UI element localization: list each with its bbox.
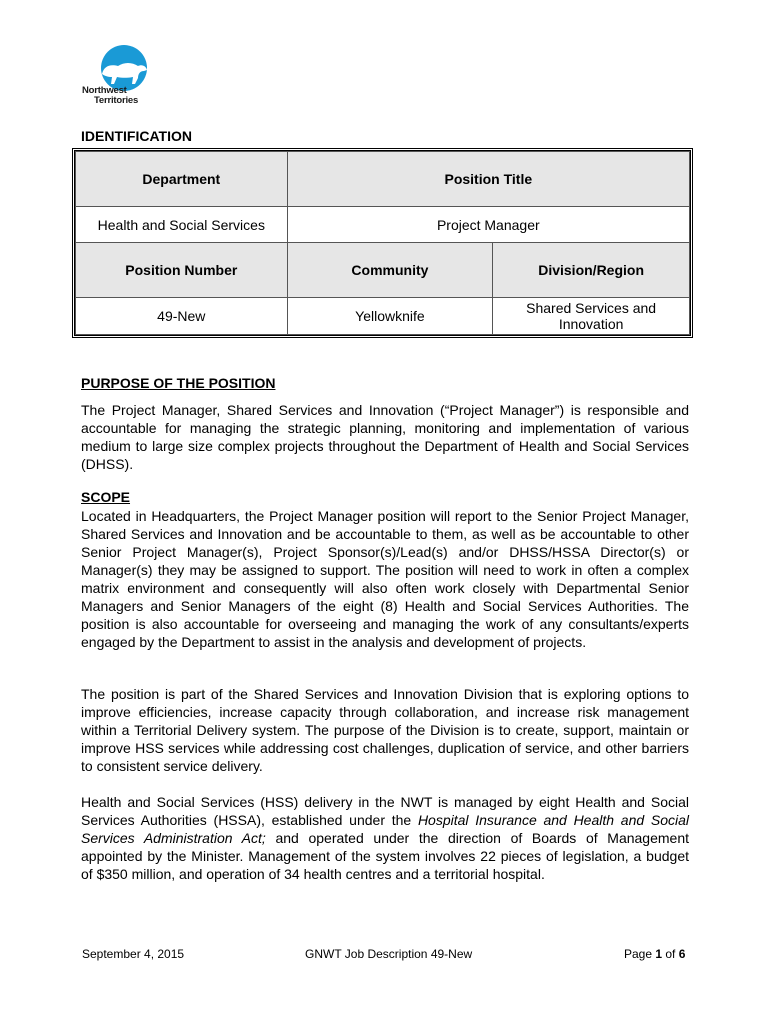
- department-value: Health and Social Services: [76, 207, 288, 243]
- act-title: Hospital Insurance and Health and Social Services Administration Act;: [81, 812, 690, 846]
- scope-paragraph-2: The position is part of the Shared Services and Innovation Division that is exploring options to improve efficiencies, increase capacity through collaboration, and increase risk management within a Territorial Delivery system. The purpose of the Division is to create, support, maintain or improve HSS services while addressing cost challenges, duplication of service, and other barriers to consistent service delivery.: [81, 686, 689, 774]
- purpose-paragraph: The Project Manager, Shared Services and Innovation (“Project Manager”) is responsible and accountable for managing the strategic planning, monitoring and implementation of various medium to large size complex projects throughout the Department of Health and Social Services (DHSS).: [81, 402, 689, 472]
- page-total: 6: [678, 947, 686, 961]
- page-of-label: of: [662, 947, 679, 961]
- page-label: Page: [624, 947, 656, 961]
- logo-wordmark: [82, 86, 138, 106]
- division-region-header: Division/Region: [493, 243, 690, 298]
- division-line1: Shared Services and: [526, 300, 657, 316]
- identification-table: [72, 148, 693, 338]
- identification-heading: IDENTIFICATION: [81, 128, 192, 144]
- position-title-value: Project Manager: [287, 207, 689, 243]
- scope-paragraph-3: [81, 793, 689, 883]
- footer-page-number: [624, 947, 685, 961]
- footer-document-id: GNWT Job Description 49-New: [305, 947, 473, 961]
- community-header: Community: [287, 243, 493, 298]
- footer-date: September 4, 2015: [82, 947, 185, 961]
- division-line2: Innovation: [558, 316, 624, 332]
- community-value: Yellowknife: [287, 298, 493, 335]
- scope-paragraph-1: Located in Headquarters, the Project Manager position will report to the Senior Project Manager, Shared Services and Innovation and be accountable to them, as well as be accountable to other Senior Project Manager(s), Project Sponsor(s)/Lead(s) and/or DHSS/HSSA Director(s) or Manager(s) they may be assigned to support. The position will need to work in often a complex matrix environment and consequently will also often work closely with Departmental Senior Managers and Senior Managers of the eight (8) Health and Social Services Authorities. The position is also accountable for overseeing and managing the work of any consultants/experts engaged by the Department to assist in the analysis and development of projects.: [81, 508, 689, 650]
- logo-line2: Territories: [94, 95, 139, 106]
- page-current: 1: [655, 947, 663, 961]
- logo-line1: Northwest: [82, 85, 127, 96]
- position-number-header: Position Number: [76, 243, 288, 298]
- scope-p3-part-b: and operated under the direction of Boards of Management appointed by the Minister. Management of the system involves 22 pieces of legislation, a budget of $350 million, and operation of 34 health centres and a territorial hospital.: [81, 830, 689, 882]
- department-header: Department: [76, 152, 288, 207]
- position-number-value: 49-New: [76, 298, 288, 335]
- position-title-header: Position Title: [287, 152, 689, 207]
- scope-heading: SCOPE: [81, 489, 131, 505]
- scope-p3-part-a: Health and Social Services (HSS) delivery in the NWT is managed by eight Health and Social Services Authorities (HSSA), established under the: [81, 794, 689, 828]
- division-region-value: [493, 298, 690, 335]
- purpose-heading: PURPOSE OF THE POSITION: [81, 375, 276, 391]
